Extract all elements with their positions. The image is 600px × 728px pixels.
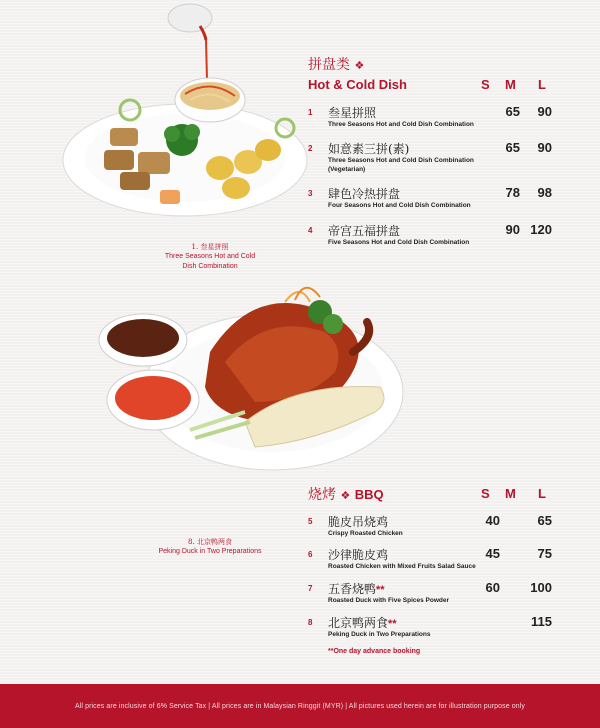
- flower-icon: ❖: [354, 60, 365, 72]
- price-large: 115: [531, 614, 552, 629]
- item-name-chinese: [328, 614, 397, 631]
- caption-english: Peking Duck in Two Preparations: [158, 548, 262, 555]
- price-medium: 65: [505, 140, 520, 155]
- price-large: 98: [537, 185, 552, 200]
- item-name-chinese-text: 沙律脆皮鸡: [328, 548, 389, 562]
- hot-cold-section-header: [308, 54, 364, 74]
- section-title-chinese: 拼盘类: [308, 57, 350, 73]
- item-name-chinese: [328, 513, 388, 530]
- combination-platter-photo: [60, 0, 313, 225]
- caption-chinese: 1. 叁星拼照: [191, 243, 229, 251]
- item-name-english: Five Seasons Hot and Cold Dish Combination: [328, 239, 470, 246]
- menu-item: [308, 546, 568, 576]
- price-large: 90: [537, 140, 552, 155]
- item-name-chinese: 叁星拼照: [328, 106, 377, 120]
- item-name-english: Three Seasons Hot and Cold Dish Combination (Vegetarian): [328, 157, 474, 173]
- item-name-english: Four Seasons Hot and Cold Dish Combination: [328, 202, 471, 209]
- item-number: 5: [308, 517, 313, 526]
- column-header-medium: M: [505, 486, 516, 501]
- item-name-chinese: [328, 580, 385, 597]
- section-title-english: Hot & Cold Dish: [308, 77, 407, 92]
- item-number: 4: [308, 226, 313, 235]
- item-name-english: Three Seasons Hot and Cold Dish Combination: [328, 121, 474, 128]
- menu-item: [308, 580, 568, 610]
- item-name-chinese-text: 北京鸭两食: [328, 616, 389, 630]
- item-name-chinese-text: 五香烧鸭: [328, 582, 377, 596]
- column-header-large: L: [538, 486, 546, 501]
- column-header-small: S: [481, 486, 490, 501]
- item-number: 6: [308, 550, 313, 559]
- menu-item: [308, 104, 568, 134]
- price-large: 120: [530, 222, 552, 237]
- column-header-medium: M: [505, 77, 516, 92]
- item-name-chinese: 帝宫五福拼盘: [328, 224, 401, 238]
- item-name-chinese: [328, 546, 388, 563]
- photo-caption-dish-1: [140, 242, 280, 272]
- flower-icon: ❖: [340, 490, 351, 502]
- advance-booking-marker: **: [388, 618, 397, 630]
- price-medium: 78: [505, 185, 520, 200]
- column-header-small: S: [481, 77, 490, 92]
- section-title-chinese: 烧烤: [308, 487, 336, 503]
- menu-item: [308, 513, 568, 543]
- footer-disclaimer-bar: [0, 684, 600, 728]
- item-name-english: Peking Duck in Two Preparations: [328, 631, 431, 638]
- price-small: 45: [485, 546, 500, 561]
- menu-item: [308, 185, 568, 215]
- caption-chinese: 8. 北京鸭两食: [188, 538, 232, 546]
- price-small: 40: [485, 513, 500, 528]
- column-header-large: L: [538, 77, 546, 92]
- price-medium: 65: [505, 104, 520, 119]
- item-number: 1: [308, 108, 313, 117]
- item-number: 2: [308, 144, 313, 153]
- caption-english-line-2: Dish Combination: [182, 263, 238, 270]
- advance-booking-marker: **: [376, 584, 385, 596]
- item-name-chinese: 如意素三拼(素): [328, 142, 410, 156]
- item-name-english: Roasted Chicken with Mixed Fruits Salad Sauce: [328, 563, 476, 570]
- menu-item: [308, 614, 568, 644]
- price-large: 75: [537, 546, 552, 561]
- item-name-chinese-text: 脆皮吊烧鸡: [328, 515, 389, 529]
- roast-duck-photo: [95, 272, 410, 477]
- footer-disclaimer-text: All prices are inclusive of 6% Service Tax | All prices are in Malaysian Ringgit (MYR) | All pictures used herein are for illustration purpose only: [74, 702, 526, 710]
- item-name-english: Crispy Roasted Chicken: [328, 530, 403, 537]
- item-number: 3: [308, 189, 313, 198]
- price-small: 60: [485, 580, 500, 595]
- photo-caption-dish-8: [140, 537, 280, 557]
- price-medium: 90: [505, 222, 520, 237]
- price-large: 65: [537, 513, 552, 528]
- bbq-section-header: [308, 484, 384, 504]
- price-large: 100: [530, 580, 552, 595]
- menu-item: [308, 222, 568, 252]
- item-number: 7: [308, 584, 313, 593]
- caption-english-line-1: Three Seasons Hot and Cold: [164, 253, 256, 260]
- item-name-english: Roasted Duck with Five Spices Powder: [328, 597, 450, 604]
- price-large: 90: [537, 104, 552, 119]
- section-title-english: BBQ: [354, 487, 384, 502]
- menu-item: [308, 140, 568, 173]
- item-number: 8: [308, 618, 313, 627]
- item-name-chinese: 肆色冷热拼盘: [328, 187, 401, 201]
- advance-booking-note: **One day advance booking: [328, 648, 421, 655]
